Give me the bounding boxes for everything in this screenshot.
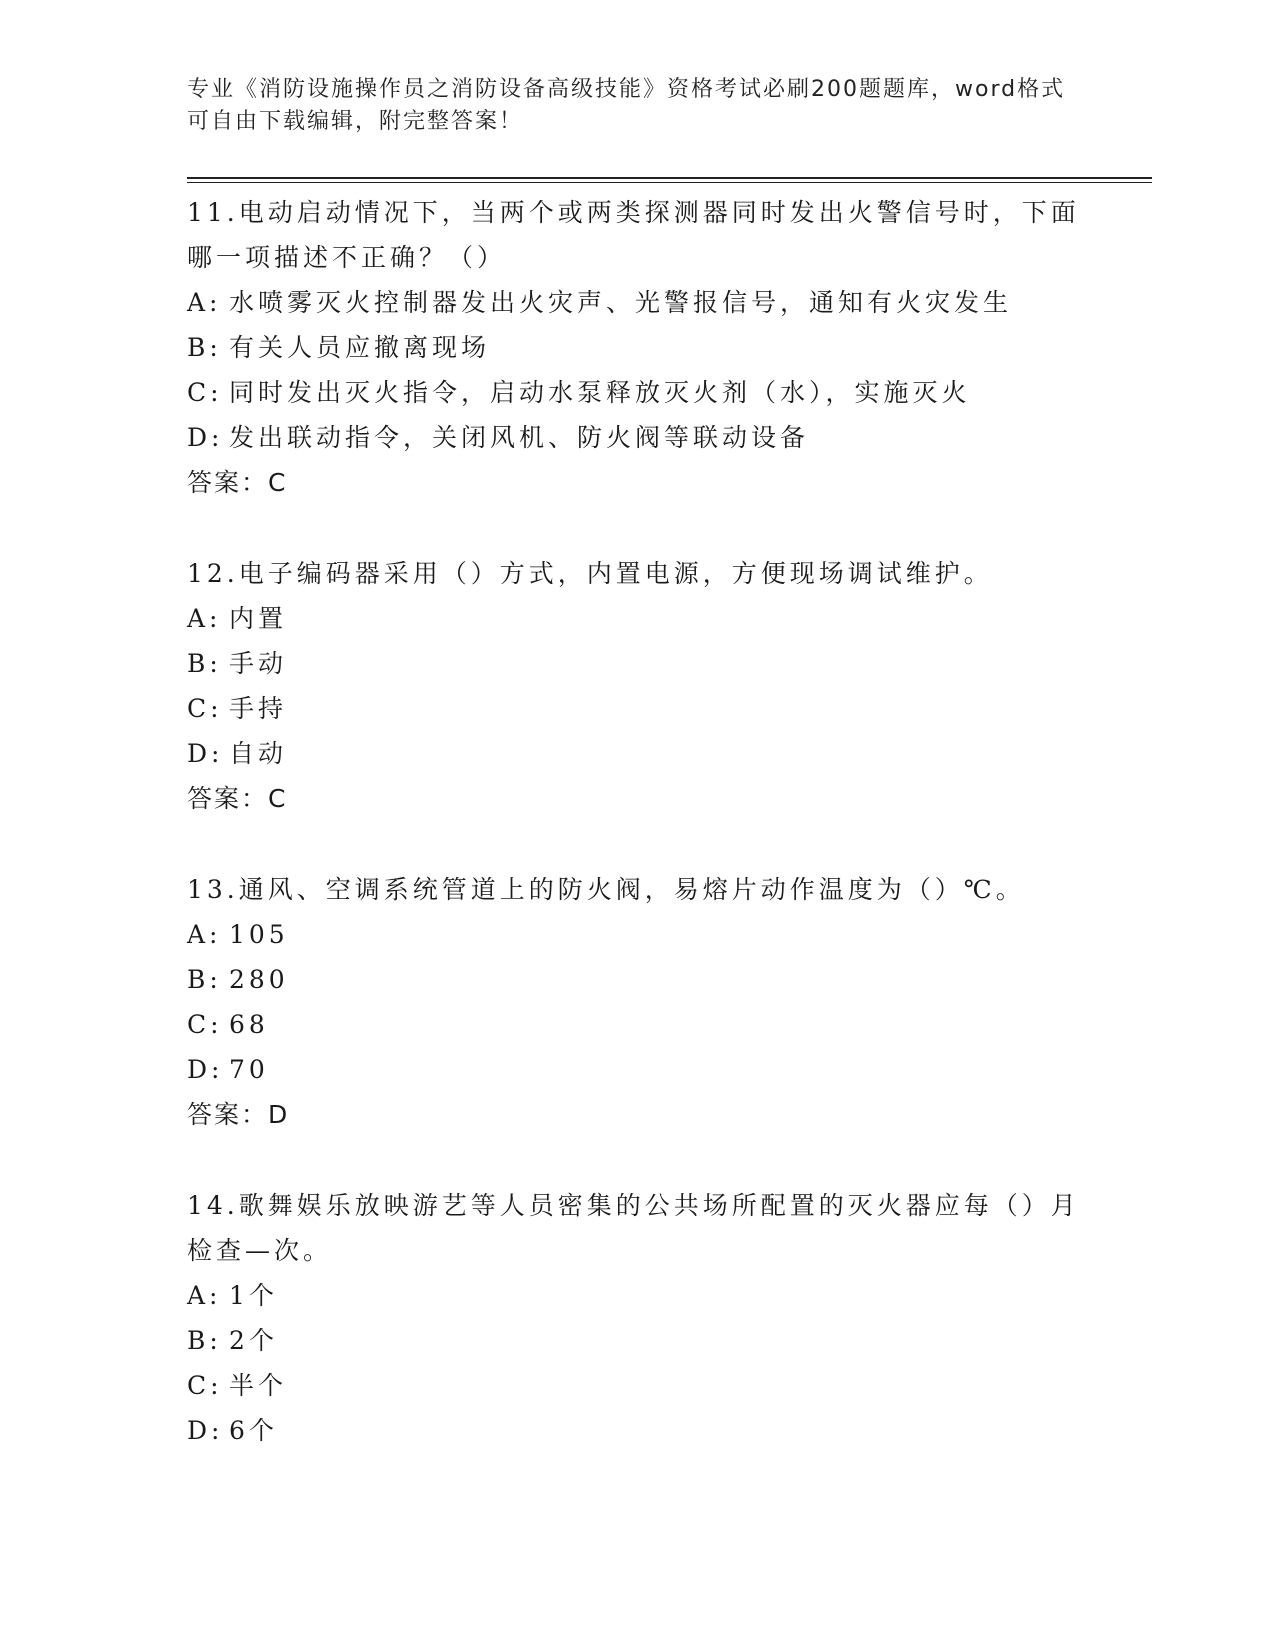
option-text: 手动 — [229, 649, 288, 678]
question-14 — [187, 1183, 1087, 1453]
option-key: A: — [187, 288, 222, 317]
option-text: 1个 — [229, 1281, 278, 1310]
option-text: 内置 — [229, 604, 288, 633]
option-text: 2个 — [229, 1326, 278, 1355]
document-header: 专业《消防设施操作员之消防设备高级技能》资格考试必刷200题题库，word格式可自由下载编辑，附完整答案！ — [187, 77, 1066, 134]
option-key: D: — [187, 1416, 224, 1445]
option-text: 水喷雾灭火控制器发出火灾声、光警报信号，通知有火灾发生 — [229, 288, 1013, 317]
option-d — [187, 731, 1087, 776]
option-key: C: — [187, 694, 223, 723]
option-text: 有关人员应撤离现场 — [229, 333, 491, 362]
option-c — [187, 1363, 1087, 1408]
option-b — [187, 957, 1087, 1002]
header-rule-thick — [187, 177, 1152, 179]
question-stem: 13.通风、空调系统管道上的防火阀，易熔片动作温度为（）℃。 — [187, 875, 1025, 904]
question-11 — [187, 190, 1087, 505]
option-key: D: — [187, 423, 224, 452]
option-a — [187, 596, 1087, 641]
option-a — [187, 912, 1087, 957]
option-b — [187, 641, 1087, 686]
option-key: A: — [187, 604, 222, 633]
option-d — [187, 1408, 1087, 1453]
option-text: 280 — [229, 965, 289, 994]
question-12 — [187, 551, 1087, 821]
question-list — [187, 190, 1087, 1499]
option-text: 半个 — [229, 1371, 288, 1400]
option-key: C: — [187, 1010, 223, 1039]
option-key: B: — [187, 333, 222, 362]
option-key: B: — [187, 1326, 222, 1355]
question-stem: 12.电子编码器采用（）方式，内置电源，方便现场调试维护。 — [187, 559, 993, 588]
option-text: 自动 — [229, 739, 288, 768]
option-text: 同时发出灭火指令，启动水泵释放灭火剂（水），实施灭火 — [229, 378, 971, 407]
option-a — [187, 280, 1087, 325]
option-c — [187, 1002, 1087, 1047]
option-key: A: — [187, 1281, 222, 1310]
option-b — [187, 1318, 1087, 1363]
option-key: B: — [187, 965, 222, 994]
option-text: 70 — [229, 1055, 269, 1084]
option-key: A: — [187, 920, 222, 949]
option-d — [187, 1047, 1087, 1092]
answer-line: 答案：C — [187, 784, 288, 813]
answer-line: 答案：D — [187, 1100, 290, 1129]
option-key: C: — [187, 1371, 223, 1400]
option-key: D: — [187, 739, 224, 768]
option-key: D: — [187, 1055, 224, 1084]
option-text: 发出联动指令，关闭风机、防火阀等联动设备 — [229, 423, 810, 452]
option-key: B: — [187, 649, 222, 678]
option-a — [187, 1273, 1087, 1318]
answer-line: 答案：C — [187, 468, 288, 497]
header-rule-thin — [187, 182, 1152, 183]
option-c — [187, 686, 1087, 731]
option-key: C: — [187, 378, 223, 407]
question-stem: 11.电动启动情况下，当两个或两类探测器同时发出火警信号时，下面哪一项描述不正确？（） — [187, 198, 1080, 272]
question-13 — [187, 867, 1087, 1137]
option-b — [187, 325, 1087, 370]
option-text: 68 — [229, 1010, 269, 1039]
option-text: 6个 — [229, 1416, 278, 1445]
question-stem: 14.歌舞娱乐放映游艺等人员密集的公共场所配置的灭火器应每（）月检查—次。 — [187, 1191, 1080, 1265]
option-d — [187, 415, 1087, 460]
option-text: 手持 — [229, 694, 288, 723]
option-c — [187, 370, 1087, 415]
option-text: 105 — [229, 920, 289, 949]
